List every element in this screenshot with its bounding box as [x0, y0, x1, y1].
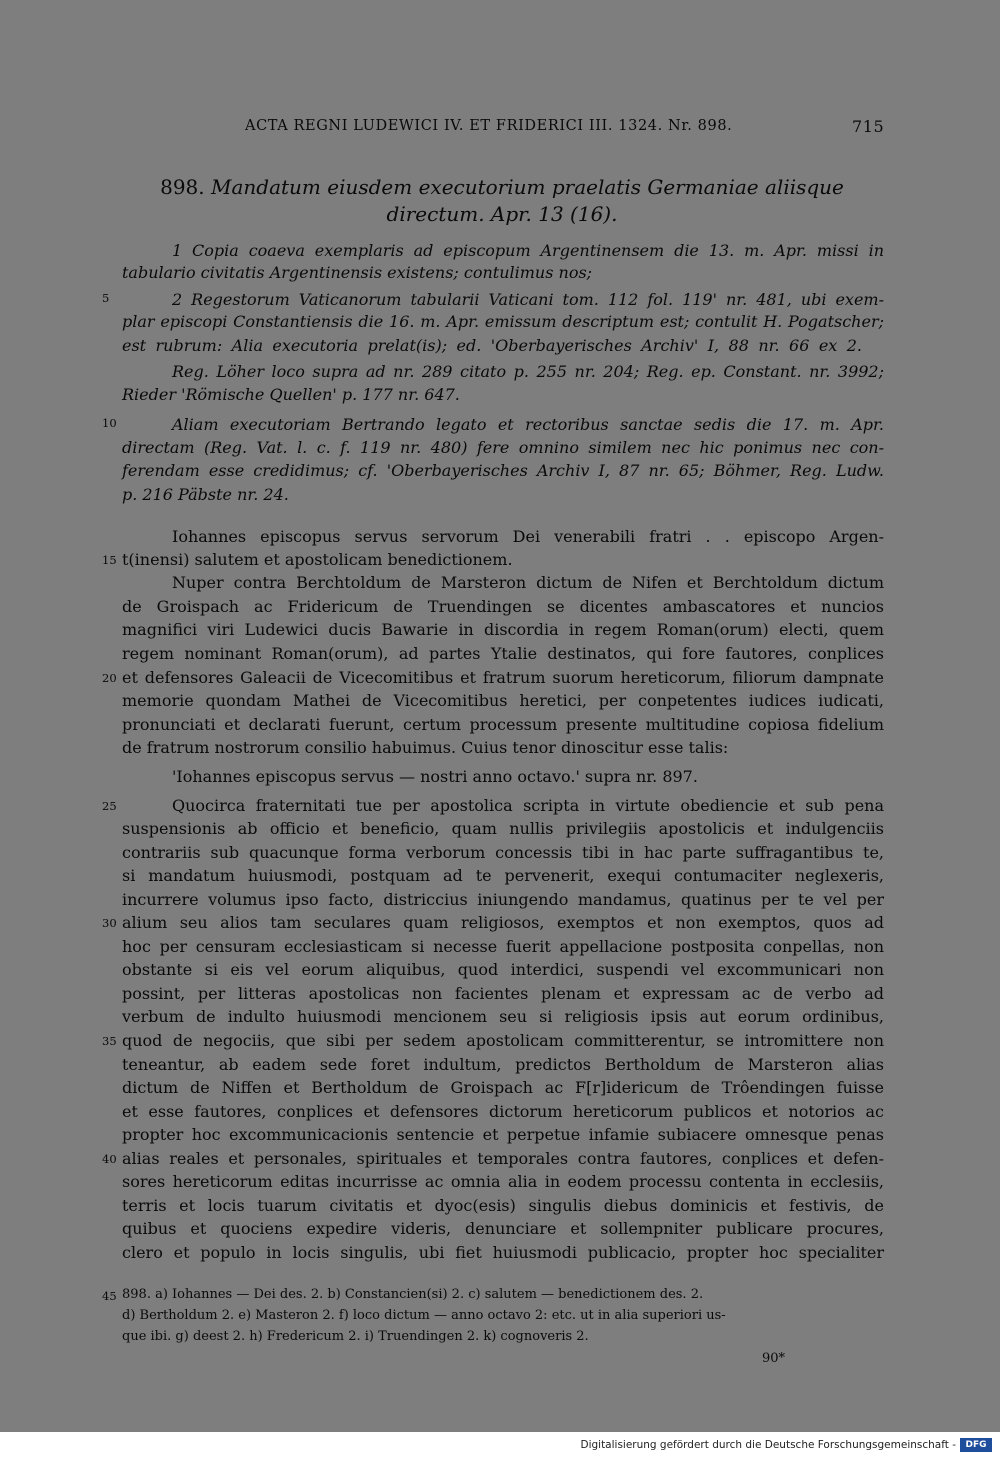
notes-line: Reg. Löher loco supra ad nr. 289 citato p. 255 nr. 204; Reg. ep. Constant. nr. 3992; [172, 362, 884, 381]
digitization-footer [0, 1432, 1000, 1459]
footnote-line: 898. a) Iohannes — Dei des. 2. b) Constancien(si) 2. c) salutem — benedictionem des. 2. [122, 1287, 704, 1302]
line-number: 20 [102, 671, 117, 685]
running-header [0, 118, 1000, 138]
body-line: obstante si eis vel eorum aliquibus, quod interdici, suspendi vel excommunicari non [122, 960, 884, 979]
body-line: suspensionis ab officio et beneficio, quam nullis privilegiis apostolicis et indulgenciis [122, 819, 884, 838]
body-line: alium seu alios tam seculares quam religiosos, exemptos et non exemptos, quos ad [122, 913, 884, 932]
notes-line: ferendam esse credidimus; cf. 'Oberbayerisches Archiv I, 87 nr. 65; Böhmer, Reg. Ludw. [122, 461, 884, 480]
body-line: pronunciati et declarati fuerunt, certum processum presente multitudine copiosa fidelium [122, 715, 884, 734]
notes-line: tabulario civitatis Argentinensis existens; contulimus nos; [122, 263, 593, 282]
body-line: Iohannes episcopus servus servorum Dei venerabili fratri . . episcopo Argen- [172, 527, 884, 546]
page-number: 715 [852, 117, 885, 136]
notes-line: p. 216 Päbste nr. 24. [122, 485, 289, 504]
body-line: regem nominant Roman(orum), ad partes Ytalie destinatos, qui fore fautores, conplices [122, 644, 884, 663]
dfg-logo-icon[interactable]: DFG [960, 1438, 992, 1452]
notes-line: 1 Copia coaeva exemplaris ad episcopum Argentinensem die 13. m. Apr. missi in [172, 241, 884, 260]
body-line: quod de negociis, que sibi per sedem apostolicam committerentur, se intromittere non [122, 1031, 884, 1050]
notes-line: plar episcopi Constantiensis die 16. m. Apr. emissum descriptum est; contulit H. Pogatscher; [122, 312, 884, 331]
body-line: si mandatum huiusmodi, postquam ad te pervenerit, exequi contumaciter neglexeris, [122, 866, 884, 885]
signature-mark: 90* [762, 1351, 786, 1366]
footnote-line: que ibi. g) deest 2. h) Fredericum 2. i) Truendingen 2. k) cognoveris 2. [122, 1329, 589, 1344]
line-number: 25 [102, 799, 117, 813]
line-number: 15 [102, 553, 117, 567]
body-line: Nuper contra Berchtoldum de Marsteron dictum de Nifen et Berchtoldum dictum [172, 573, 884, 592]
body-line: de Groispach ac Fridericum de Truendingen se dicentes ambascatores et nuncios [122, 597, 884, 616]
body-line: 'Iohannes episcopus servus — nostri anno octavo.' supra nr. 897. [172, 767, 698, 786]
body-line: terris et locis tuarum civitatis et dyoc(esis) singulis diebus dominicis et festivis, de [122, 1196, 884, 1215]
footnote-line: d) Bertholdum 2. e) Masteron 2. f) loco dictum — anno octavo 2: etc. ut in alia superiori us- [122, 1308, 726, 1323]
body-line: dictum de Niffen et Bertholdum de Groispach ac F[r]idericum de Trôendingen fuisse [122, 1078, 884, 1097]
line-number: 10 [102, 416, 117, 430]
body-line: teneantur, ab eadem sede foret indultum, predictos Bertholdum de Marsteron alias [122, 1055, 884, 1074]
body-line: memorie quondam Mathei de Vicecomitibus heretici, per conpetentes iudices iudicati, [122, 691, 884, 710]
line-number: 35 [102, 1034, 117, 1048]
document-number: 898. [160, 175, 205, 199]
body-line: Quocirca fraternitati tue per apostolica scripta in virtute obediencie et sub pena [172, 796, 884, 815]
body-line: possint, per litteras apostolicas non facientes plenam et expressam ac de verbo ad [122, 984, 884, 1003]
body-line: quibus et quociens expedire videris, denunciare et sollempniter publicare procures, [122, 1219, 884, 1238]
document-title-line-2: directum. Apr. 13 (16). [386, 202, 618, 226]
body-line: magnifici viri Ludewici ducis Bawarie in discordia in regem Roman(orum) electi, quem [122, 620, 884, 639]
body-line: de fratrum nostrorum consilio habuimus. Cuius tenor dinoscitur esse talis: [122, 738, 729, 757]
line-number: 30 [102, 916, 117, 930]
body-line: verbum de indulto huiusmodi mencionem seu si religiosis ipsis aut eorum ordinibus, [122, 1007, 884, 1026]
body-line: et defensores Galeacii de Vicecomitibus et fratrum suorum hereticorum, filiorum dampnate [122, 668, 884, 687]
running-title: ACTA REGNI LUDEWICI IV. ET FRIDERICI III. 1324. Nr. 898. [245, 118, 733, 134]
body-line: alias reales et personales, spirituales et temporales contra fautores, conplices et defen- [122, 1149, 884, 1168]
notes-line: est rubrum: Alia executoria prelat(is); ed. 'Oberbayerisches Archiv' I, 88 nr. 66 ex 2. [122, 336, 862, 355]
funding-notice: Digitalisierung gefördert durch die Deutsche Forschungsgemeinschaft - [580, 1439, 956, 1451]
notes-line: Rieder 'Römische Quellen' p. 177 nr. 647. [122, 385, 460, 404]
notes-line: directam (Reg. Vat. l. c. f. 119 nr. 480) fere omnino similem nec hic ponimus nec con- [122, 438, 884, 457]
notes-line: 2 Regestorum Vaticanorum tabularii Vaticani tom. 112 fol. 119' nr. 481, ubi exem- [172, 290, 884, 309]
line-number: 5 [102, 291, 110, 305]
body-line: clero et populo in locis singulis, ubi fiet huiusmodi publicacio, propter hoc specialiter [122, 1243, 884, 1262]
body-line: sores hereticorum editas incurrisse ac omnia alia in eodem processu contenta in ecclesiis, [122, 1172, 884, 1191]
body-line: et esse fautores, conplices et defensores dictorum hereticorum publicos et notorios ac [122, 1102, 884, 1121]
notes-line: Aliam executoriam Bertrando legato et rectoribus sanctae sedis die 17. m. Apr. [172, 415, 884, 434]
line-number: 45 [102, 1289, 117, 1303]
body-line: incurrere volumus ipso facto, districcius iniungendo mandamus, quatinus per te vel per [122, 890, 884, 909]
document-title-line-1: Mandatum eiusdem executorium praelatis Germaniae aliisque [210, 175, 844, 199]
line-number: 40 [102, 1152, 117, 1166]
body-line: contrariis sub quacunque forma verborum concessis tibi in hac parte suffragantibus te, [122, 843, 884, 862]
document-title [118, 176, 886, 198]
body-line: propter hoc excommunicacionis sentencie et perpetue infamie subiacere omnesque penas [122, 1125, 884, 1144]
body-line: t(inensi) salutem et apostolicam benedictionem. [122, 550, 513, 569]
body-line: hoc per censuram ecclesiasticam si necesse fuerit appellacione postposita conpellas, non [122, 937, 884, 956]
